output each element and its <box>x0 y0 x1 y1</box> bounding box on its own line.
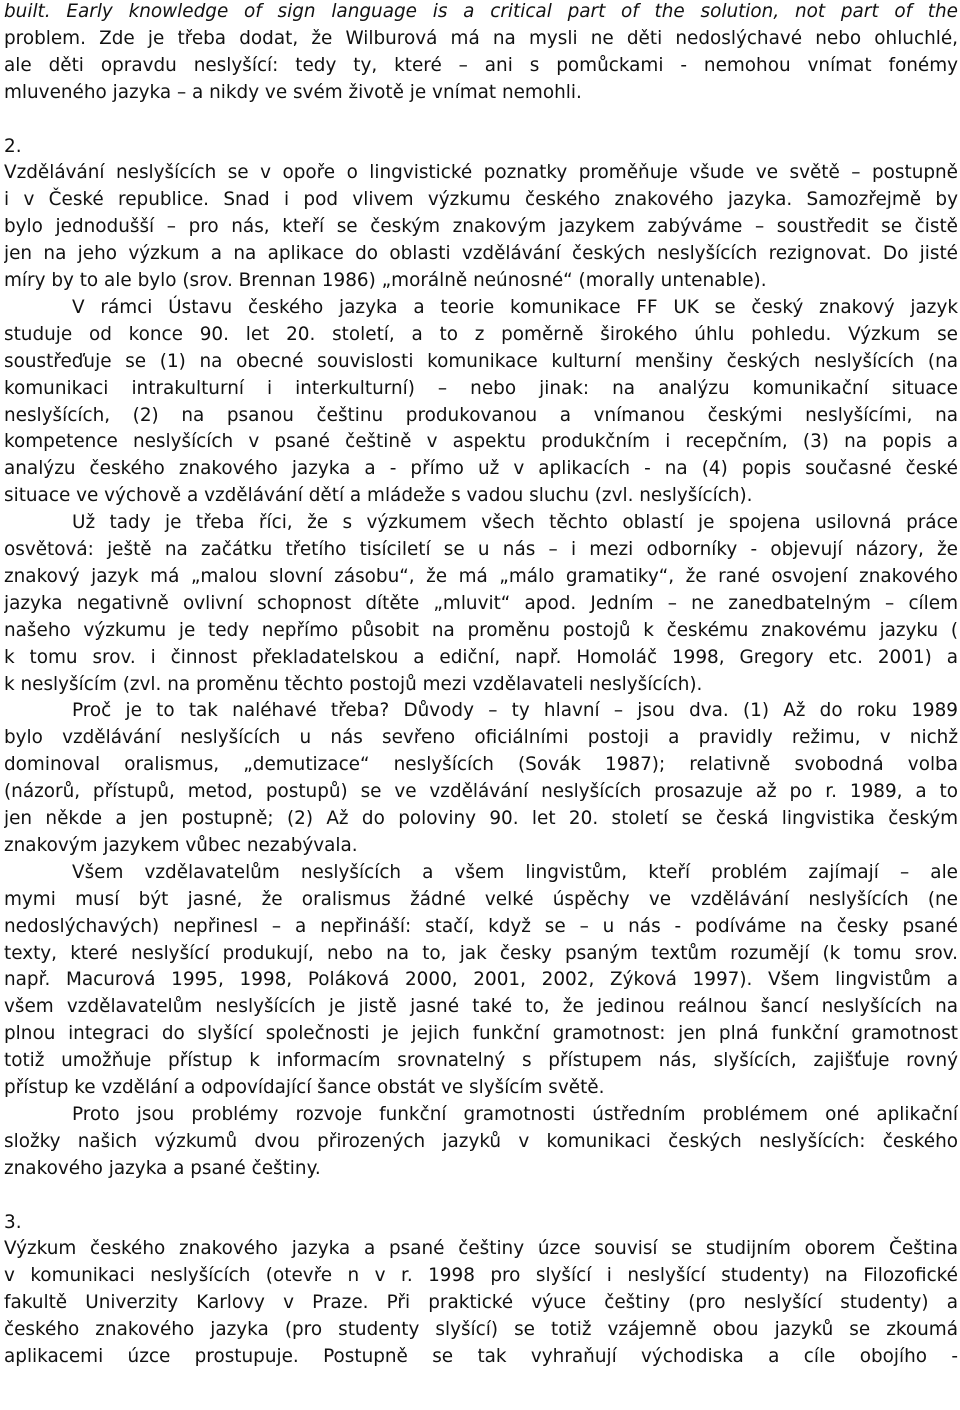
blank-line <box>4 106 958 134</box>
text-line: totiž umožňuje přístup k informacím srovnatelný s přístupem nás, slyšících, zajišťuje rovný <box>4 1050 958 1072</box>
text-line: jen někde a jen postupně; (2) Až do poloviny 90. let 20. století se česká lingvistika českým <box>4 808 958 829</box>
text-line: bylo jednodušší – pro nás, kteří se českým znakovým jazykem zabýváme – soustředit se čistě <box>4 216 958 238</box>
text-line: znakovým jazykem vůbec nezabývala. <box>4 834 358 856</box>
text-line: osvětová: ještě na začátku třetího tisíciletí se u nás – i mezi odborníky - objevují názory, že <box>4 539 958 560</box>
text-line: mluveného jazyka – a nikdy ve svém životě je vnímat nemohli. <box>4 81 582 103</box>
text-line: Všem vzdělavatelům neslyšících a všem lingvistům, kteří problém zajímají – ale <box>72 861 958 883</box>
text-line: fakultě Univerzity Karlovy v Praze. Při praktické výuce češtiny (pro neslyšící studenty) a <box>4 1292 958 1314</box>
text-line: kompetence neslyšících v psané češtině v aspektu produkčním i recepčním, (3) na popis a <box>4 431 958 453</box>
text-line: všem vzdělavatelům neslyšících je jistě jasné také to, že jedinou reálnou šancí neslyšících na <box>4 996 958 1018</box>
text-line: texty, které neslyšící produkují, nebo na to, jak česky psaným textům rozumějí (k tomu srov. <box>4 942 958 964</box>
text-line: k neslyšícím (zvl. na proměnu těchto postojů mezi vzdělavateli neslyšících). <box>4 673 703 695</box>
text-line: aplikacemi úzce prostupuje. Postupně se tak vyhraňují východiska a cíle obojího - <box>4 1346 958 1367</box>
text-line: Už tady je třeba říci, že s výzkumem všech těchto oblastí je spojena usilovná práce <box>72 512 958 534</box>
text-line: Proč je to tak naléhavé třeba? Důvody – ty hlavní – jsou dva. (1) Až do roku 1989 <box>72 700 958 722</box>
text-line: např. Macurová 1995, 1998, Poláková 2000, 2001, 2002, Zýková 1997). Všem lingvistům a <box>4 969 958 991</box>
text-line: problem. Zde je třeba dodat, že Wilburová má na mysli ne děti nedoslýchavé nebo ohluchlé, <box>4 27 958 49</box>
text-line: jazyka negativně ovlivní schopnost dítěte „mluvit“ apod. Jedním – ne zanedbatelným – cílem <box>4 592 958 614</box>
text-line: našeho výzkumu je tedy nepřímo působit na proměnu postojů k českému znakovému jazyku ( <box>4 619 958 641</box>
text-line: míry by to ale bylo (srov. Brennan 1986) „morálně neúnosné“ (morally untenable). <box>4 270 767 291</box>
text-line: neslyšících, (2) na psanou češtinu produkovanou a vnímanou českými neslyšícími, na <box>4 404 958 426</box>
text-line: znakový jazyk má „malou slovní zásobu“, že má „málo gramatiky“, že rané osvojení znakového <box>4 565 958 587</box>
text-line: Proto jsou problémy rozvoje funkční gramotnosti ústředním problémem oné aplikační <box>72 1103 958 1125</box>
text-line: bylo vzdělávání neslyšících u nás sevřeno oficiálními postoji a pravidly režimu, v nichž <box>4 727 958 749</box>
text-line: Vzdělávání neslyšících se v opoře o lingvistické poznatky proměňuje všude ve světě – postupně <box>4 162 958 184</box>
text-line: jen na jeho výzkum a na aplikace do oblasti vzdělávání českých neslyšících rezignovat. Do jisté <box>4 243 958 265</box>
text-line: 2. <box>4 135 22 157</box>
text-line: analýzu českého znakového jazyka a - přímo už v aplikacích - na (4) popis současné české <box>4 458 958 480</box>
text-line: složky našich výzkumů dvou přirozených jazyků v komunikaci českých neslyšících: českého <box>4 1130 958 1152</box>
text-line: v komunikaci neslyšících (otevře n v r. 1998 pro slyšící i neslyšící studenty) na Filozofické <box>4 1265 958 1287</box>
text-line: mymi musí být jasné, že oralismus žádné velké úspěchy ve vzdělávání neslyšících (ne <box>4 888 958 910</box>
text-line: built. Early knowledge of sign language is a critical part of the solution, not part of the <box>4 1 958 22</box>
text-line: komunikaci intrakulturní i interkulturní) – nebo jinak: na analýzu komunikační situace <box>4 377 958 399</box>
text-line: nedoslýchavých) nepřinesl – a nepřináší: stačí, když se – u nás - podíváme na česky psané <box>4 915 958 937</box>
blank-line <box>4 1182 958 1210</box>
text-line: V rámci Ústavu českého jazyka a teorie komunikace FF UK se český znakový jazyk <box>72 296 958 318</box>
text-line: přístup ke vzdělání a odpovídající šance obstát ve slyšícím světě. <box>4 1077 605 1098</box>
text-line: dominoval oralismus, „demutizace“ neslyšících (Sovák 1987); relativně svobodná volba <box>4 754 958 776</box>
text-line: (názorů, přístupů, metod, postupů) se ve vzdělávání neslyšících prosazuje až po r. 1989, a to <box>4 781 958 803</box>
text-line: znakového jazyka a psané češtiny. <box>4 1157 321 1179</box>
text-line: situace ve výchově a vzdělávání dětí a mládeže s vadou sluchu (zvl. neslyšících). <box>4 485 753 507</box>
text-line: ale děti opravdu neslyšící: tedy ty, které – ani s pomůckami - nemohou vnímat fonémy <box>4 54 958 76</box>
text-line: k tomu srov. i činnost překladatelskou a ediční, např. Homoláč 1998, Gregory etc. 2001) a <box>4 646 958 668</box>
text-line: plnou integraci do slyšící společnosti je jejich funkční gramotnost: jen plná funkční gramotnost <box>4 1023 958 1045</box>
text-line: i v České republice. Snad i pod vlivem výzkumu českého znakového jazyka. Samozřejmě by <box>4 189 958 211</box>
text-line: 3. <box>4 1211 22 1233</box>
text-line: soustřeďuje se (1) na obecné souvislosti komunikace kulturní menšiny českých neslyšících (na <box>4 350 958 372</box>
text-line: studuje od konce 90. let 20. století, a to z poměrně širokého úhlu pohledu. Výzkum se <box>4 323 958 345</box>
text-line: českého znakového jazyka (pro studenty slyšící) se totiž vzájemně obou jazyků se zkoumá <box>4 1319 958 1341</box>
text-line: Výzkum českého znakového jazyka a psané češtiny úzce souvisí se studijním oborem Čeština <box>4 1238 958 1260</box>
